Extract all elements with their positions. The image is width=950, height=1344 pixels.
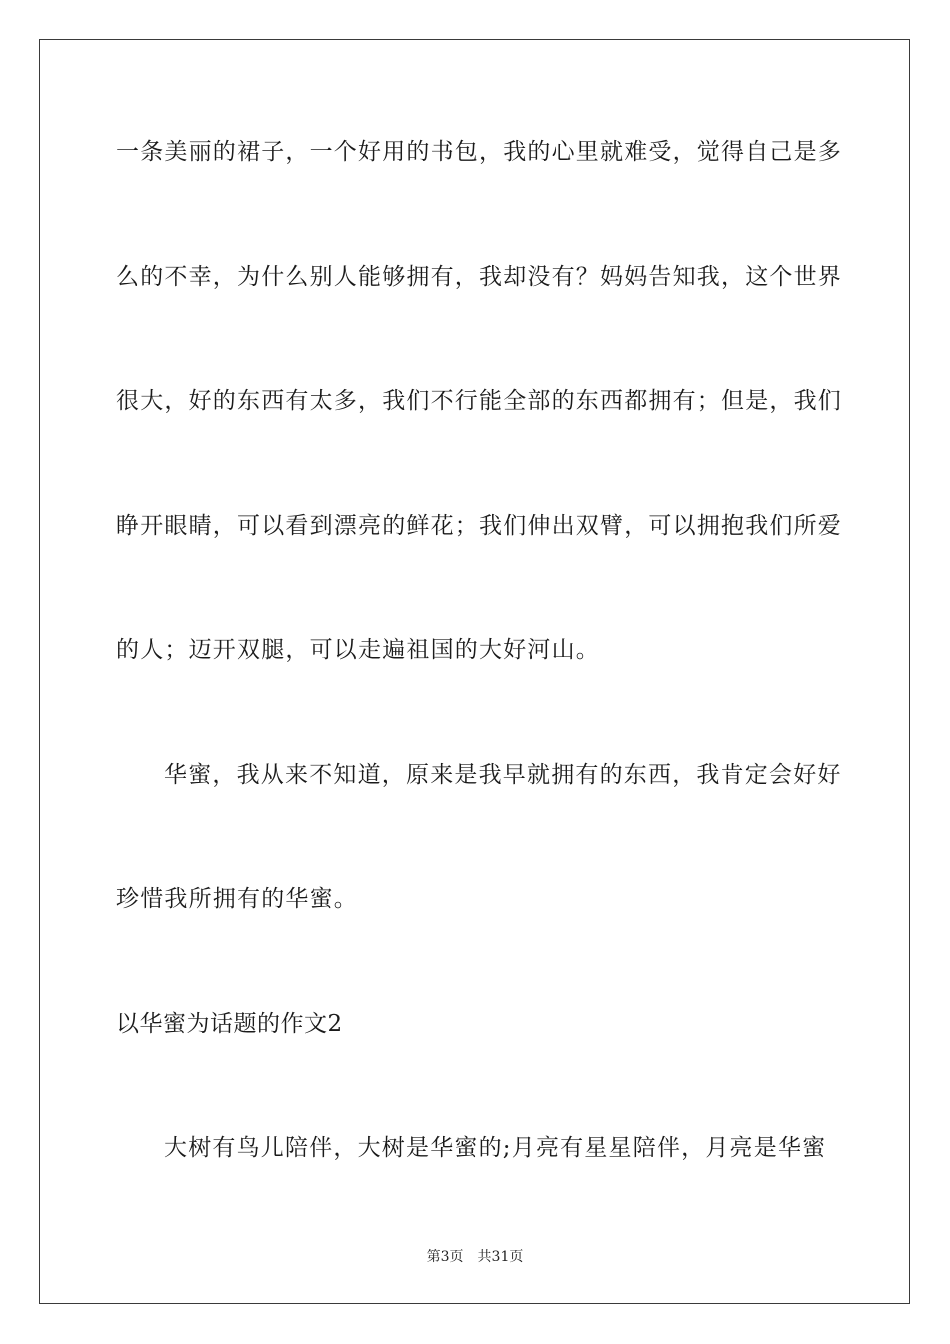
page-border [39, 39, 910, 1304]
paragraph-line-7: 珍惜我所拥有的华蜜。 [116, 886, 358, 912]
section-heading: 以华蜜为话题的作文2 [116, 1011, 343, 1037]
page-number: 第3页 [426, 1249, 464, 1265]
paragraph-line-2: 么的不幸，为什么别人能够拥有，我却没有？妈妈告知我，这个世界 [116, 264, 842, 290]
page-total: 共31页 [477, 1249, 524, 1265]
paragraph-line-4: 睁开眼睛，可以看到漂亮的鲜花；我们伸出双臂，可以拥抱我们所爱 [116, 513, 842, 539]
page-footer [0, 1248, 950, 1266]
paragraph-line-5: 的人；迈开双腿，可以走遍祖国的大好河山。 [116, 637, 600, 663]
paragraph-line-6: 华蜜，我从来不知道，原来是我早就拥有的东西，我肯定会好好 [164, 762, 842, 788]
paragraph-line-1: 一条美丽的裙子，一个好用的书包，我的心里就难受，觉得自己是多 [116, 139, 842, 165]
paragraph-line-3: 很大，好的东西有太多，我们不行能全部的东西都拥有；但是，我们 [116, 388, 842, 414]
paragraph-line-8: 大树有鸟儿陪伴，大树是华蜜的;月亮有星星陪伴，月亮是华蜜 [164, 1135, 827, 1161]
